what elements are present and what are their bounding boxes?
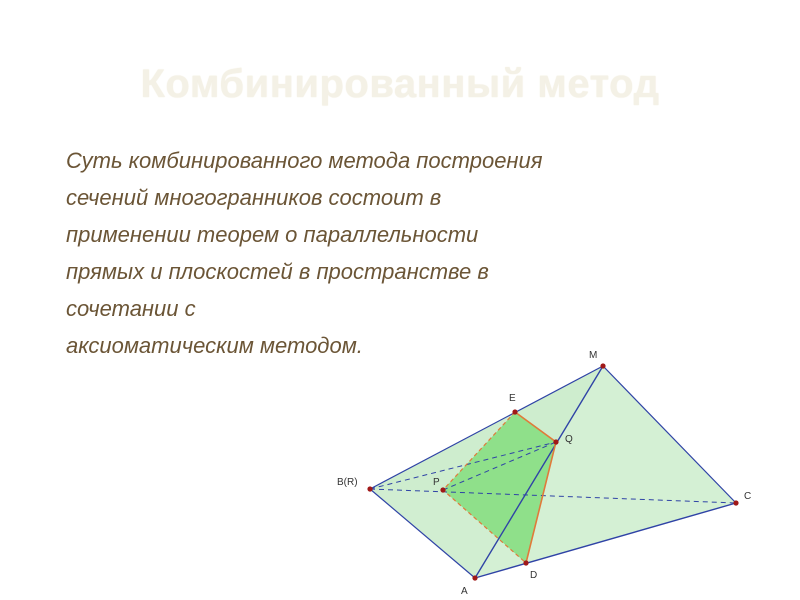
pyramid-section-diagram [320, 340, 780, 600]
point-e [512, 409, 517, 414]
body-line: сочетании с [66, 296, 196, 321]
label-br: B(R) [337, 477, 358, 488]
point-a [472, 575, 477, 580]
point-m [600, 363, 605, 368]
slide-title: Комбинированный метод [140, 62, 660, 106]
body-line: Суть комбинированного метода построения [66, 148, 543, 173]
label-q: Q [565, 434, 573, 445]
point-p [440, 487, 445, 492]
body-line: сечений многогранников состоит в [66, 185, 442, 210]
label-p: P [433, 477, 440, 488]
label-d: D [530, 570, 538, 581]
label-c: C [744, 491, 752, 502]
slide-body-text [66, 142, 686, 364]
body-line: аксиоматическим методом. [66, 333, 363, 358]
point-b [367, 486, 372, 491]
label-a: A [461, 586, 468, 597]
body-line: прямых и плоскостей в пространстве в [66, 259, 489, 284]
label-e: E [509, 393, 516, 404]
point-q [553, 439, 558, 444]
point-c [733, 500, 738, 505]
label-m: M [589, 350, 598, 361]
body-line: применении теорем о параллельности [66, 222, 479, 247]
point-d [523, 560, 528, 565]
